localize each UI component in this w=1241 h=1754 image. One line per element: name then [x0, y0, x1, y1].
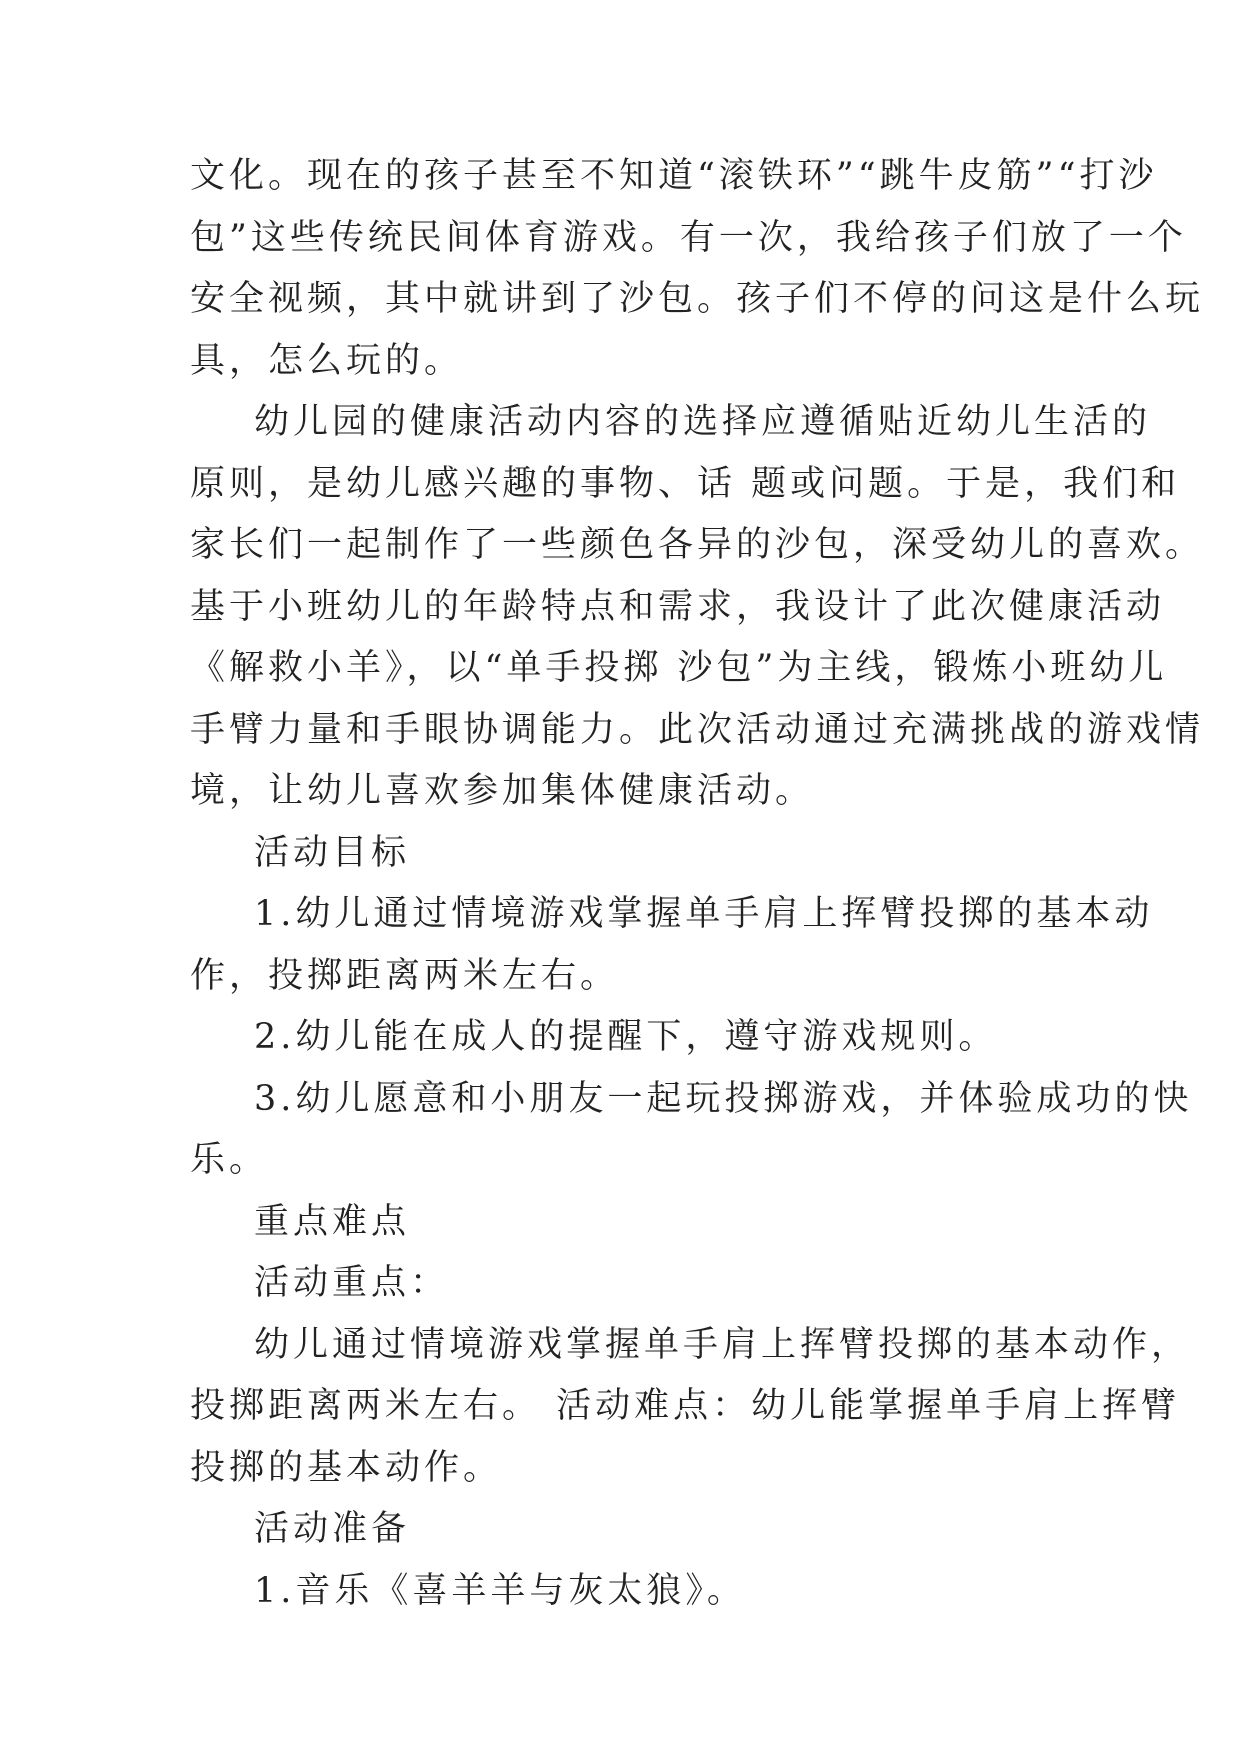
text-line: 包”这些传统民间体育游戏。有一次，我给孩子们放了一个	[190, 217, 1187, 258]
text-line: 《解救小羊》，以“单手投掷 沙包”为主线，锻炼小班幼儿	[190, 648, 1168, 688]
text-line: 投掷距离两米左右。 活动难点：幼儿能掌握单手肩上挥臂	[190, 1386, 1181, 1426]
section-heading-goals: 活动目标	[254, 832, 411, 873]
subheading-focus: 活动重点：	[254, 1263, 450, 1303]
text-line: 手臂力量和手眼协调能力。此次活动通过充满挑战的游戏情	[190, 709, 1205, 750]
goal-item-2: 2.幼儿能在成人的提醒下，遵守游戏规则。	[254, 1017, 998, 1057]
paragraph-first-line: 幼儿通过情境游戏掌握单手肩上挥臂投掷的基本动作，	[254, 1324, 1191, 1365]
text-line: 投掷的基本动作。	[190, 1447, 503, 1488]
goal-item-3: 3.幼儿愿意和小朋友一起玩投掷游戏，并体验成功的快	[254, 1078, 1193, 1119]
text-line: 家长们一起制作了一些颜色各异的沙包，深受幼儿的喜欢。	[190, 525, 1205, 565]
text-line: 作，投掷距离两米左右。	[190, 955, 620, 996]
text-line: 具，怎么玩的。	[190, 340, 464, 381]
text-line: 原则，是幼儿感兴趣的事物、话 题或问题。于是，我们和	[190, 463, 1181, 504]
paragraph-first-line: 幼儿园的健康活动内容的选择应遵循贴近幼儿生活的	[254, 402, 1152, 442]
text-line: 文化。现在的孩子甚至不知道“滚铁环”“跳牛皮筋”“打沙	[190, 156, 1158, 196]
goal-item-1: 1.幼儿通过情境游戏掌握单手肩上挥臂投掷的基本动	[254, 894, 1154, 934]
text-line: 安全视频，其中就讲到了沙包。孩子们不停的问这是什么玩	[190, 279, 1205, 319]
text-line: 基于小班幼儿的年龄特点和需求，我设计了此次健康活动	[190, 586, 1166, 627]
section-heading-preparation: 活动准备	[254, 1509, 411, 1549]
preparation-item-1: 1.音乐《喜羊羊与灰太狼》。	[254, 1570, 746, 1611]
text-line: 境，让幼儿喜欢参加集体健康活动。	[190, 771, 815, 811]
section-heading-key-points: 重点难点	[254, 1201, 411, 1242]
document-body	[190, 146, 1205, 1622]
text-line: 乐。	[190, 1140, 269, 1180]
